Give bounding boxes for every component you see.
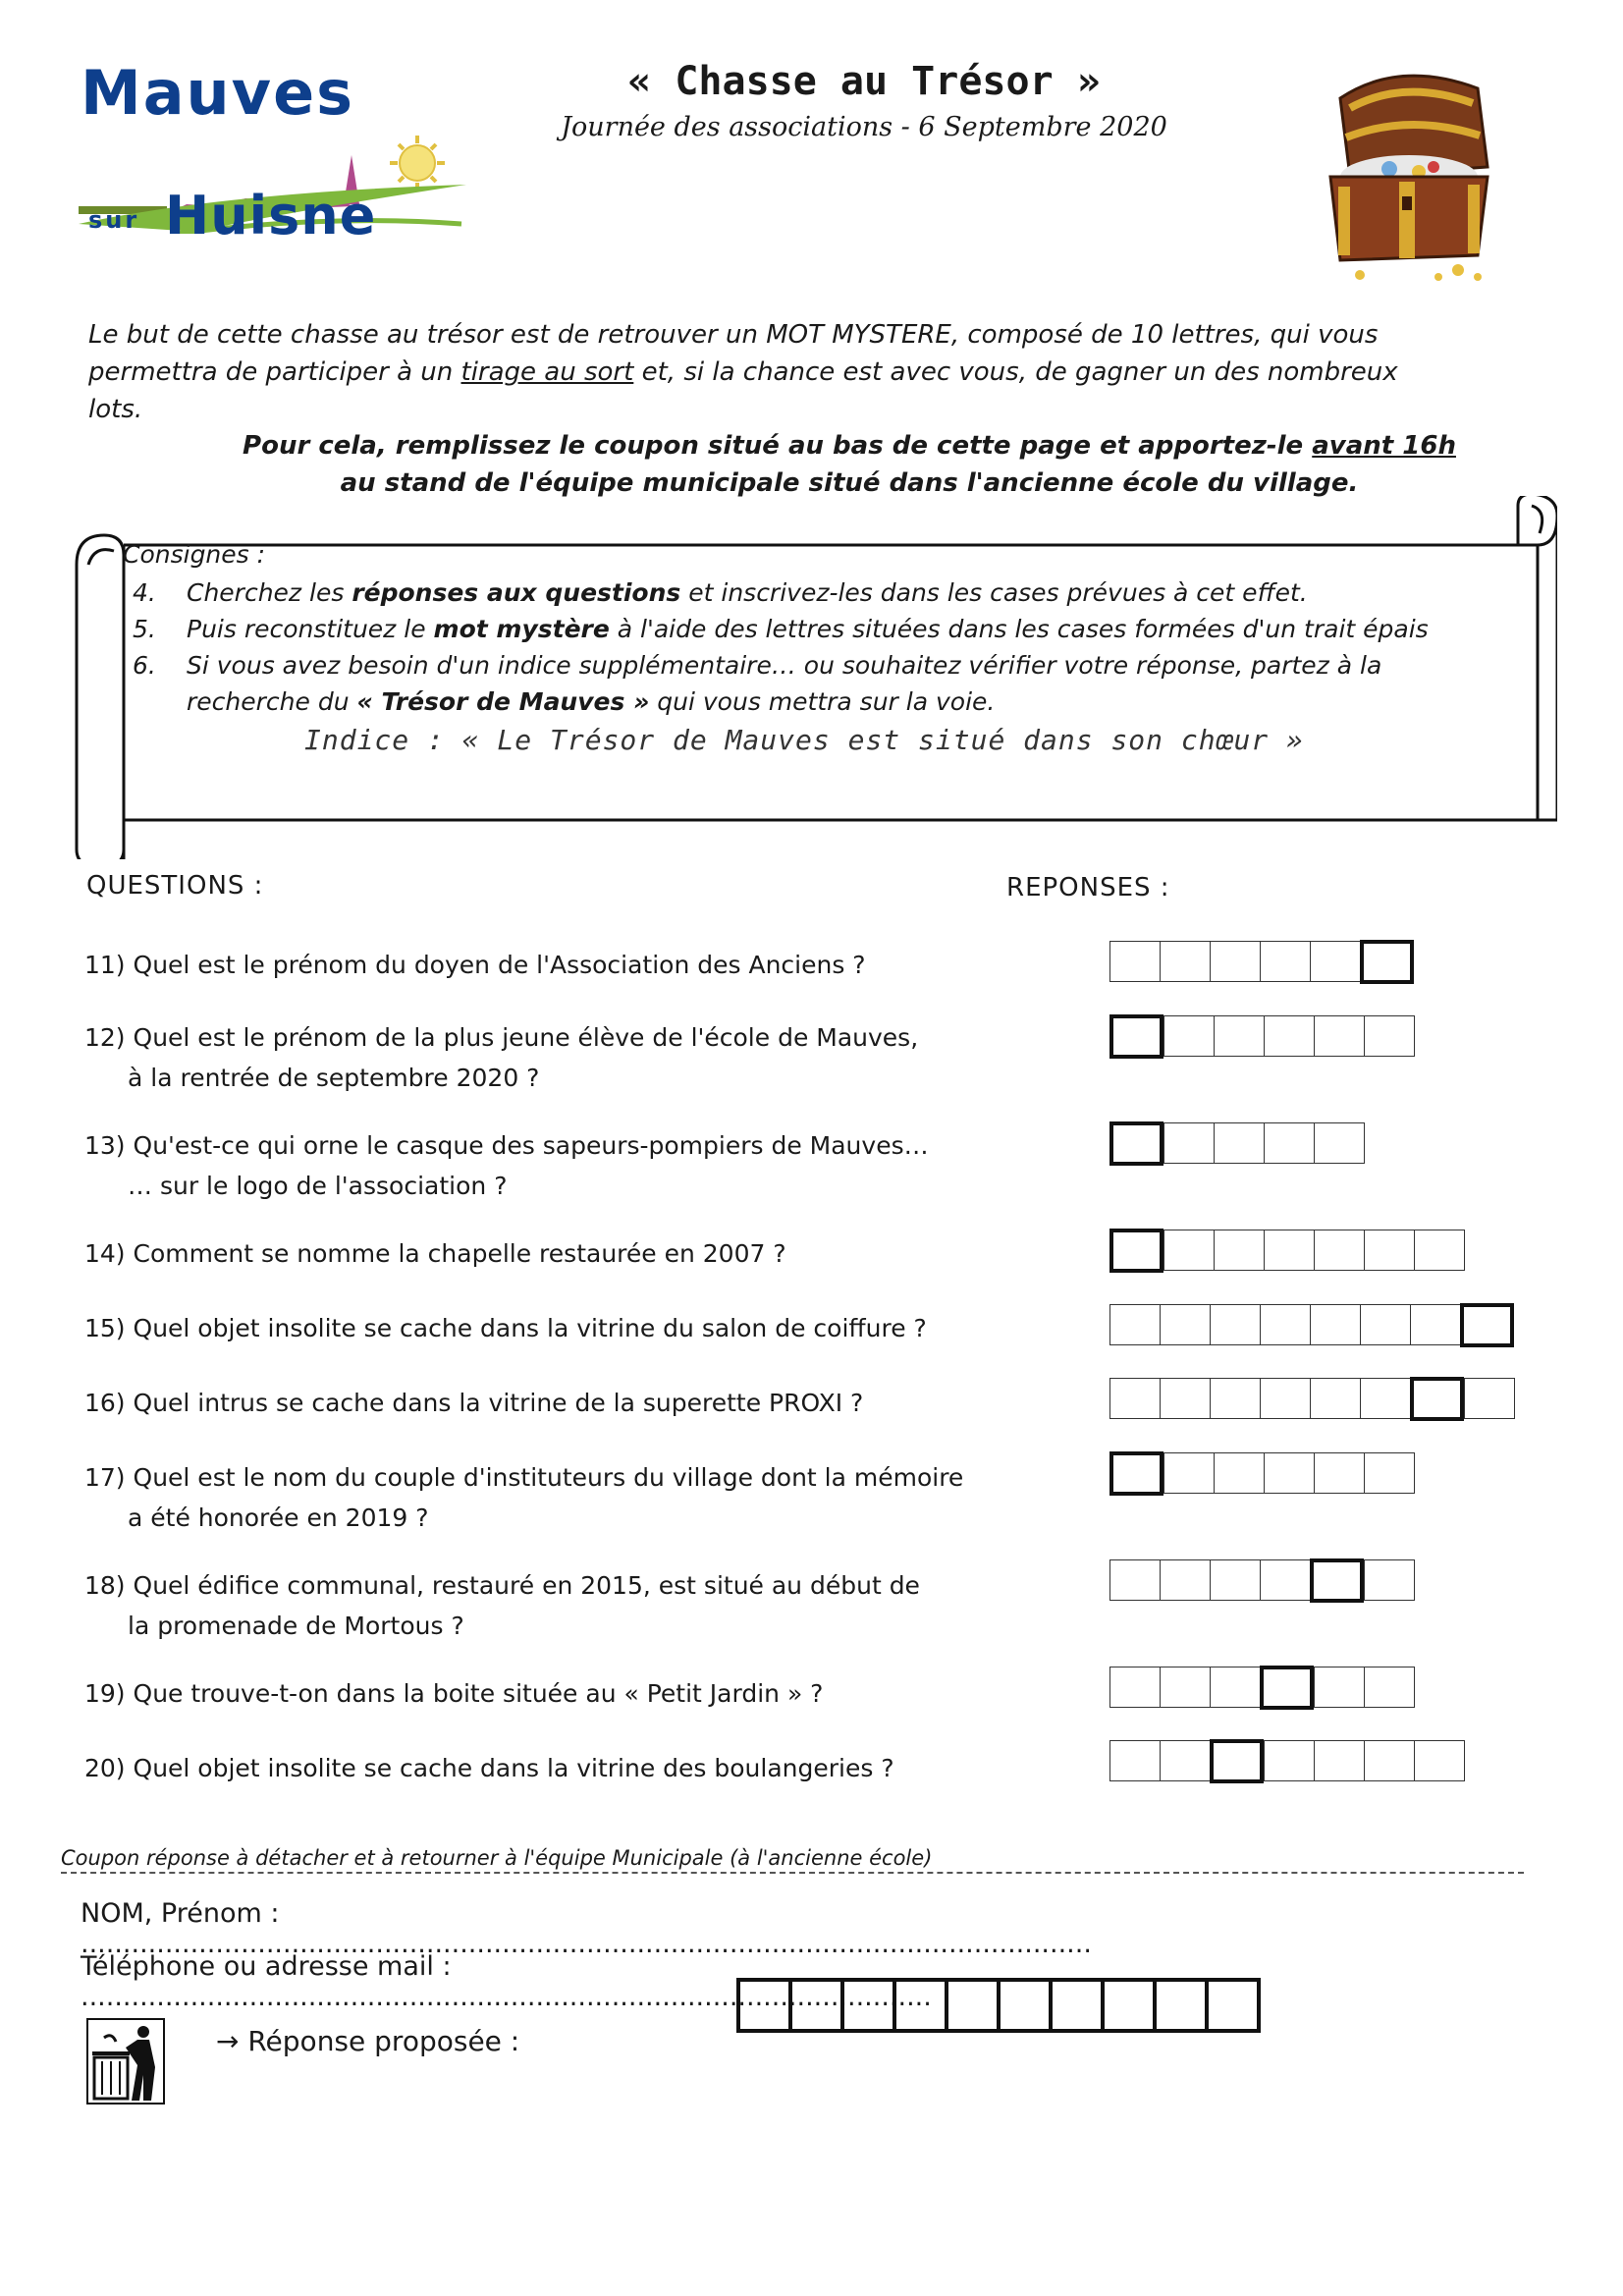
step-number: 5. — [133, 615, 156, 643]
letter-cell[interactable] — [1364, 1230, 1414, 1271]
mystery-letter-cell[interactable] — [1109, 1121, 1163, 1166]
answer-letter-cell[interactable] — [1205, 1978, 1261, 2033]
question-line: a été honorée en 2019 ? — [128, 1503, 429, 1532]
letter-cell[interactable] — [1260, 941, 1310, 982]
name-field[interactable]: NOM, Prénom : ........................................................................................................................ — [81, 1898, 1092, 1959]
consigne-step — [133, 574, 1507, 611]
question-text — [84, 1125, 1066, 1206]
mystery-letter-cell[interactable] — [1109, 1014, 1163, 1059]
answer-letter-cell[interactable] — [1049, 1978, 1101, 2033]
cta-text-1: Pour cela, remplissez le coupon situé au bas de cette page et apportez-le — [243, 431, 1313, 461]
letter-cell[interactable] — [1264, 1015, 1314, 1057]
letter-cell[interactable] — [1163, 1015, 1214, 1057]
letter-cell[interactable] — [1310, 1304, 1360, 1345]
question-line: 18) Quel édifice communal, restauré en 2015, est situé au début de — [84, 1571, 920, 1600]
step-text: et inscrivez-les dans les cases prévues à cet effet. — [680, 578, 1308, 607]
question-text — [84, 1383, 1066, 1423]
mystery-letter-cell[interactable] — [1460, 1303, 1514, 1347]
letter-cell[interactable] — [1364, 1740, 1414, 1781]
instructions-paragraph — [226, 427, 1473, 502]
answer-boxes[interactable] — [1109, 1378, 1515, 1419]
question-text — [84, 1308, 1066, 1348]
question-line: 15) Quel objet insolite se cache dans la vitrine du salon de coiffure ? — [84, 1314, 927, 1342]
logo-word-huisne: Huisne — [165, 185, 377, 246]
answer-boxes[interactable] — [1109, 1304, 1514, 1345]
step-text: Si vous avez besoin d'un indice supplémentaire… ou souhaitez vérifier votre réponse, partez à la recherche du — [187, 651, 1382, 716]
letter-cell[interactable] — [1464, 1378, 1515, 1419]
letter-cell[interactable] — [1264, 1122, 1314, 1164]
coupon-heading: Coupon réponse à détacher et à retourner à l'équipe Municipale (à l'ancienne école) — [61, 1846, 1524, 1874]
letter-cell[interactable] — [1160, 1304, 1210, 1345]
intro-underlined: tirage au sort — [460, 357, 634, 387]
letter-cell[interactable] — [1160, 1740, 1210, 1781]
letter-cell[interactable] — [1360, 1304, 1410, 1345]
treasure-chest-icon — [1311, 59, 1507, 285]
question-line: 19) Que trouve-t-on dans la boite située au « Petit Jardin » ? — [84, 1679, 824, 1708]
logo-word-sur: sur — [88, 206, 140, 234]
letter-cell[interactable] — [1163, 1452, 1214, 1494]
step-number: 6. — [133, 651, 156, 680]
mystery-letter-cell[interactable] — [1109, 1451, 1163, 1496]
answer-letter-cell[interactable] — [788, 1978, 840, 2033]
letter-cell[interactable] — [1163, 1230, 1214, 1271]
letter-cell[interactable] — [1214, 1452, 1264, 1494]
letter-cell[interactable] — [1160, 1559, 1210, 1601]
letter-cell[interactable] — [1414, 1230, 1465, 1271]
letter-cell[interactable] — [1160, 1378, 1210, 1419]
question-line: 17) Quel est le nom du couple d'instituteurs du village dont la mémoire — [84, 1463, 964, 1492]
question-text — [84, 1457, 1066, 1538]
answer-letter-cell[interactable] — [736, 1978, 788, 2033]
answer-boxes[interactable] — [1109, 1015, 1415, 1057]
intro-paragraph — [88, 316, 1453, 428]
answer-letter-cell[interactable] — [1153, 1978, 1205, 2033]
step-number: 4. — [133, 578, 156, 607]
letter-cell[interactable] — [1210, 1667, 1260, 1708]
answer-letter-cell[interactable] — [945, 1978, 997, 2033]
letter-cell[interactable] — [1214, 1230, 1264, 1271]
mystery-letter-cell[interactable] — [1210, 1739, 1264, 1783]
letter-cell[interactable] — [1109, 1559, 1160, 1601]
reponses-heading: REPONSES : — [1006, 873, 1170, 902]
answer-boxes[interactable] — [1109, 1667, 1415, 1708]
letter-cell[interactable] — [1210, 1559, 1260, 1601]
consignes-heading: Consignes : — [123, 540, 266, 569]
mystery-word-boxes[interactable] — [736, 1978, 1261, 2033]
letter-cell[interactable] — [1314, 1122, 1365, 1164]
question-line: 14) Comment se nomme la chapelle restaurée en 2007 ? — [84, 1239, 786, 1268]
question-text — [84, 1565, 1066, 1646]
question-line: 16) Quel intrus se cache dans la vitrine de la superette PROXI ? — [84, 1389, 864, 1417]
intro-text-1: Le but de cette chasse au trésor est de retrouver un MOT MYSTERE, composé de 10 lettres, qui vous permettra de participer à un — [88, 320, 1379, 387]
letter-cell[interactable] — [1210, 1378, 1260, 1419]
mauves-logo — [79, 57, 471, 253]
letter-cell[interactable] — [1214, 1122, 1264, 1164]
question-text — [84, 1017, 1066, 1098]
answer-label: → Réponse proposée : — [216, 2025, 520, 2057]
step-text: Cherchez les — [187, 578, 352, 607]
letter-cell[interactable] — [1260, 1559, 1310, 1601]
question-line: 13) Qu'est-ce qui orne le casque des sapeurs-pompiers de Mauves… — [84, 1131, 929, 1160]
letter-cell[interactable] — [1364, 1015, 1415, 1057]
question-line: 20) Quel objet insolite se cache dans la vitrine des boulangeries ? — [84, 1754, 894, 1782]
letter-cell[interactable] — [1364, 1452, 1415, 1494]
cta-text-2: au stand de l'équipe municipale situé dans l'ancienne école du village. — [340, 468, 1359, 498]
letter-cell[interactable] — [1109, 1667, 1160, 1708]
answer-boxes[interactable] — [1109, 1740, 1465, 1781]
question-text — [84, 1673, 1066, 1714]
answer-boxes[interactable] — [1109, 1122, 1365, 1164]
questions-heading: QUESTIONS : — [86, 871, 264, 901]
logo-word-mauves: Mauves — [81, 57, 355, 129]
contact-field[interactable]: Téléphone ou adresse mail : ..................................................................................................... — [81, 1951, 932, 2012]
step-text: qui vous mettra sur la voie. — [649, 687, 996, 716]
letter-cell[interactable] — [1109, 941, 1160, 982]
letter-cell[interactable] — [1260, 1304, 1310, 1345]
letter-cell[interactable] — [1310, 1378, 1360, 1419]
consigne-step — [133, 611, 1507, 647]
question-line: 11) Quel est le prénom du doyen de l'Association des Anciens ? — [84, 951, 866, 979]
step-text: Puis reconstituez le — [187, 615, 434, 643]
question-line: 12) Quel est le prénom de la plus jeune élève de l'école de Mauves, — [84, 1023, 919, 1052]
letter-cell[interactable] — [1314, 1230, 1364, 1271]
consigne-step — [133, 647, 1507, 720]
answer-letter-cell[interactable] — [997, 1978, 1049, 2033]
indice-text: Indice : « Le Trésor de Mauves est situé dans son chœur » — [304, 724, 1304, 756]
question-text — [84, 945, 1066, 985]
letter-cell[interactable] — [1364, 1667, 1415, 1708]
letter-cell[interactable] — [1264, 1740, 1314, 1781]
answer-boxes[interactable] — [1109, 1559, 1415, 1601]
mystery-letter-cell[interactable] — [1260, 1666, 1314, 1710]
mystery-letter-cell[interactable] — [1410, 1377, 1464, 1421]
page-subtitle: Journée des associations - 6 Septembre 2020 — [561, 112, 1167, 142]
page-title: « Chasse au Trésor » — [627, 59, 1101, 104]
letter-cell[interactable] — [1160, 1667, 1210, 1708]
letter-cell[interactable] — [1314, 1452, 1364, 1494]
step-bold: réponses aux questions — [352, 578, 681, 607]
letter-cell[interactable] — [1364, 1559, 1415, 1601]
answer-letter-cell[interactable] — [840, 1978, 893, 2033]
letter-cell[interactable] — [1109, 1304, 1160, 1345]
letter-cell[interactable] — [1414, 1740, 1465, 1781]
question-text — [84, 1748, 1066, 1788]
question-line: à la rentrée de septembre 2020 ? — [128, 1064, 540, 1092]
letter-cell[interactable] — [1109, 1740, 1160, 1781]
answer-boxes[interactable] — [1109, 1230, 1465, 1271]
letter-cell[interactable] — [1210, 1304, 1260, 1345]
letter-cell[interactable] — [1410, 1304, 1460, 1345]
answer-letter-cell[interactable] — [893, 1978, 945, 2033]
letter-cell[interactable] — [1310, 941, 1360, 982]
consignes-list — [133, 574, 1507, 720]
step-bold: « Trésor de Mauves » — [356, 687, 650, 716]
mystery-letter-cell[interactable] — [1310, 1558, 1364, 1603]
answer-boxes[interactable] — [1109, 941, 1414, 982]
letter-cell[interactable] — [1210, 941, 1260, 982]
letter-cell[interactable] — [1160, 941, 1210, 982]
letter-cell[interactable] — [1314, 1015, 1364, 1057]
letter-cell[interactable] — [1314, 1740, 1364, 1781]
answer-letter-cell[interactable] — [1101, 1978, 1153, 2033]
letter-cell[interactable] — [1109, 1378, 1160, 1419]
letter-cell[interactable] — [1264, 1452, 1314, 1494]
letter-cell[interactable] — [1260, 1378, 1310, 1419]
mystery-letter-cell[interactable] — [1360, 940, 1414, 984]
letter-cell[interactable] — [1264, 1230, 1314, 1271]
question-text — [84, 1233, 1066, 1274]
trash-bin-icon — [86, 2018, 165, 2105]
question-line: … sur le logo de l'association ? — [128, 1172, 508, 1200]
letter-cell[interactable] — [1214, 1015, 1264, 1057]
answer-boxes[interactable] — [1109, 1452, 1415, 1494]
cta-deadline: avant 16h — [1312, 431, 1456, 461]
step-text: à l'aide des lettres situées dans les cases formées d'un trait épais — [609, 615, 1429, 643]
step-bold: mot mystère — [433, 615, 610, 643]
letter-cell[interactable] — [1163, 1122, 1214, 1164]
mystery-letter-cell[interactable] — [1109, 1229, 1163, 1273]
letter-cell[interactable] — [1360, 1378, 1410, 1419]
intro-text-2: et, si la chance est avec vous, de gagner un des nombreux lots. — [88, 357, 1398, 424]
question-line: la promenade de Mortous ? — [128, 1612, 464, 1640]
letter-cell[interactable] — [1314, 1667, 1364, 1708]
